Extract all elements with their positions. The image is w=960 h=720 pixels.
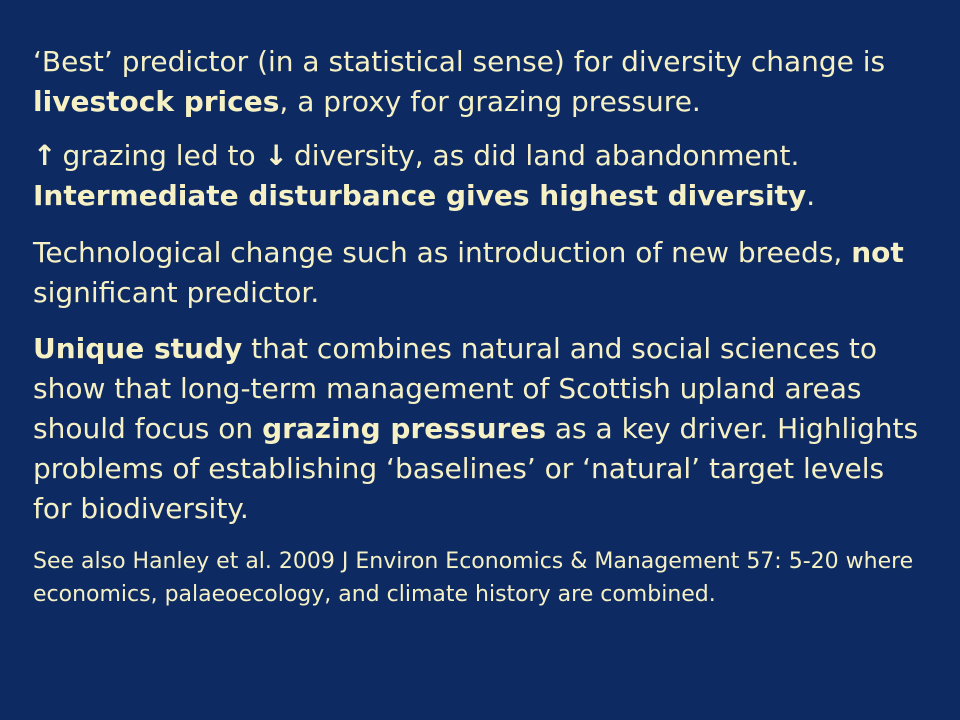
p2-text-3: . — [806, 179, 816, 212]
p3-text-2: significant predictor. — [33, 276, 320, 309]
p4-text-1: that combines natural and social sciences to show that long-term management of Scottish upland areas should focus on — [33, 332, 877, 445]
paragraph-best-predictor — [33, 42, 930, 122]
paragraph-grazing-effect — [33, 136, 930, 216]
p3-bold-not: not — [851, 236, 904, 269]
p2-bold-intermediate-disturbance: Intermediate disturbance gives highest diversity — [33, 179, 807, 212]
paragraph-technological-change — [33, 233, 930, 313]
p2-text-1: grazing led to — [62, 139, 265, 172]
p1-text-2: , a proxy for grazing pressure. — [279, 85, 701, 118]
up-arrow-icon: ↑ — [33, 139, 57, 172]
down-arrow-icon: ↓ — [264, 139, 288, 172]
p4-bold-grazing-pressures: grazing pressures — [262, 412, 546, 445]
p1-bold-livestock-prices: livestock prices — [33, 85, 280, 118]
p3-text-1: Technological change such as introduction of new breeds, — [33, 236, 852, 269]
paragraph-unique-study — [33, 329, 930, 529]
p5-text-1: See also Hanley et al. 2009 J Environ Economics & Management 57: 5-20 where economics, palaeoecology, and climate history are combined. — [33, 549, 914, 607]
p4-bold-unique-study: Unique study — [33, 332, 243, 365]
paragraph-see-also-reference — [33, 545, 930, 611]
p4-text-2: as a key driver. Highlights problems of establishing ‘baselines’ or ‘natural’ target levels for biodiversity. — [33, 412, 919, 525]
p1-text-1: ‘Best’ predictor (in a statistical sense) for diversity change is — [33, 45, 886, 78]
p2-text-2: diversity, as did land abandonment. — [293, 139, 800, 172]
